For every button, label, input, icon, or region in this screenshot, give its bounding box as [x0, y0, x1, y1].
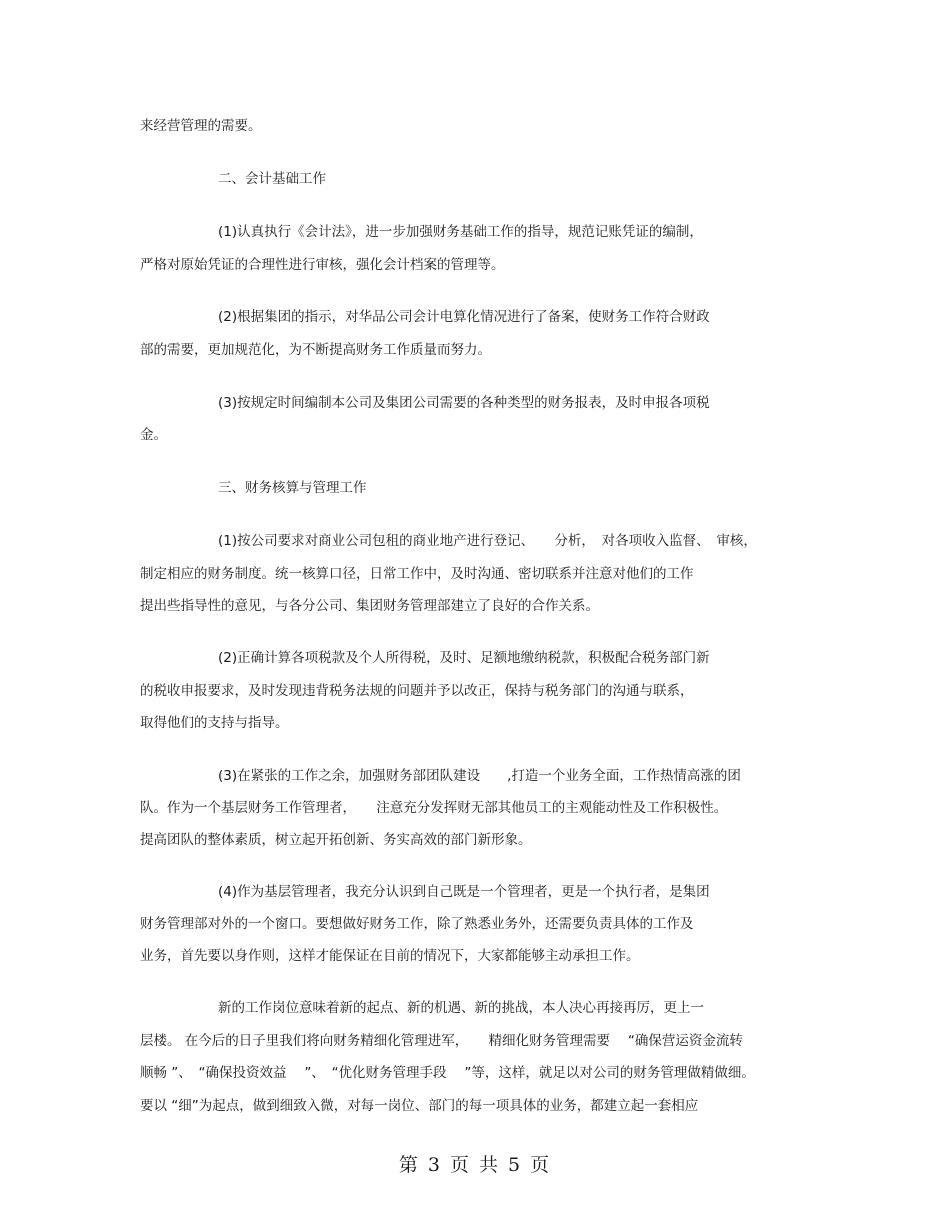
text-line: 取得他们的支持与指导。 — [140, 715, 289, 731]
text-line: 顺畅 ”、 “确保投资效益 ”、 “优化财务管理手段 ”等，这样，就足以对公司的财务管理做精做细。 — [140, 1065, 755, 1081]
text-line: (2)正确计算各项税款及个人所得税，及时、足额地缴纳税款，积极配合税务部门新 — [218, 650, 710, 666]
text-line: (3)在紧张的工作之余，加强财务部团队建设 ,打造一个业务全面，工作热情高涨的团 — [218, 768, 741, 784]
text-line: (4)作为基层管理者，我充分认识到自己既是一个管理者，更是一个执行者，是集团 — [218, 884, 710, 900]
text-line: 队。作为一个基层财务工作管理者， 注意充分发挥财无部其他员工的主观能动性及工作积极性。 — [140, 800, 728, 816]
text-line: 提出些指导性的意见，与各分公司、集团财务管理部建立了良好的合作关系。 — [140, 598, 599, 614]
page-number: 第 3 页 共 5 页 — [398, 1154, 552, 1176]
text-line: 财务管理部对外的一个窗口。要想做好财务工作，除了熟悉业务外，还需要负责具体的工作及 — [140, 916, 694, 932]
text-line: 要以 “细”为起点，做到细致入微，对每一岗位、部门的每一项具体的业务，都建立起一套相应 — [140, 1098, 699, 1114]
text-line: (3)按规定时间编制本公司及集团公司需要的各种类型的财务报表，及时申报各项税 — [218, 395, 710, 411]
text-line: (1)按公司要求对商业公司包租的商业地产进行登记、 分析， 对各项收入监督、 审核， — [218, 533, 757, 549]
text-line: 部的需要，更加规范化，为不断提高财务工作质量而努力。 — [140, 342, 491, 358]
text-line: (2)根据集团的指示，对华品公司会计电算化情况进行了备案，使财务工作符合财政 — [218, 309, 710, 325]
text-line: 的税收申报要求，及时发现违背税务法规的问题并予以改正，保持与税务部门的沟通与联系， — [140, 683, 694, 699]
section-heading: 三、财务核算与管理工作 — [218, 480, 367, 496]
text-line: 业务，首先要以身作则，这样才能保证在目前的情况下，大家都能够主动承担工作。 — [140, 948, 640, 964]
text-line: 层楼。 在今后的日子里我们将向财务精细化管理进军， 精细化财务管理需要 “确保营运资金流转 — [140, 1033, 743, 1049]
section-heading: 二、会计基础工作 — [218, 171, 326, 187]
text-line: 来经营管理的需要。 — [140, 118, 262, 134]
text-line: 新的工作岗位意味着新的起点、新的机遇、新的挑战，本人决心再接再厉，更上一 — [218, 1000, 704, 1016]
text-line: 制定相应的财务制度。统一核算口径，日常工作中，及时沟通、密切联系并注意对他们的工作 — [140, 566, 694, 582]
text-line: (1)认真执行《会计法》，进一步加强财务基础工作的指导，规范记账凭证的编制， — [218, 224, 703, 240]
text-line: 金。 — [140, 427, 167, 443]
text-line: 严格对原始凭证的合理性进行审核，强化会计档案的管理等。 — [140, 257, 505, 273]
text-line: 提高团队的整体素质，树立起开拓创新、务实高效的部门新形象。 — [140, 832, 532, 848]
